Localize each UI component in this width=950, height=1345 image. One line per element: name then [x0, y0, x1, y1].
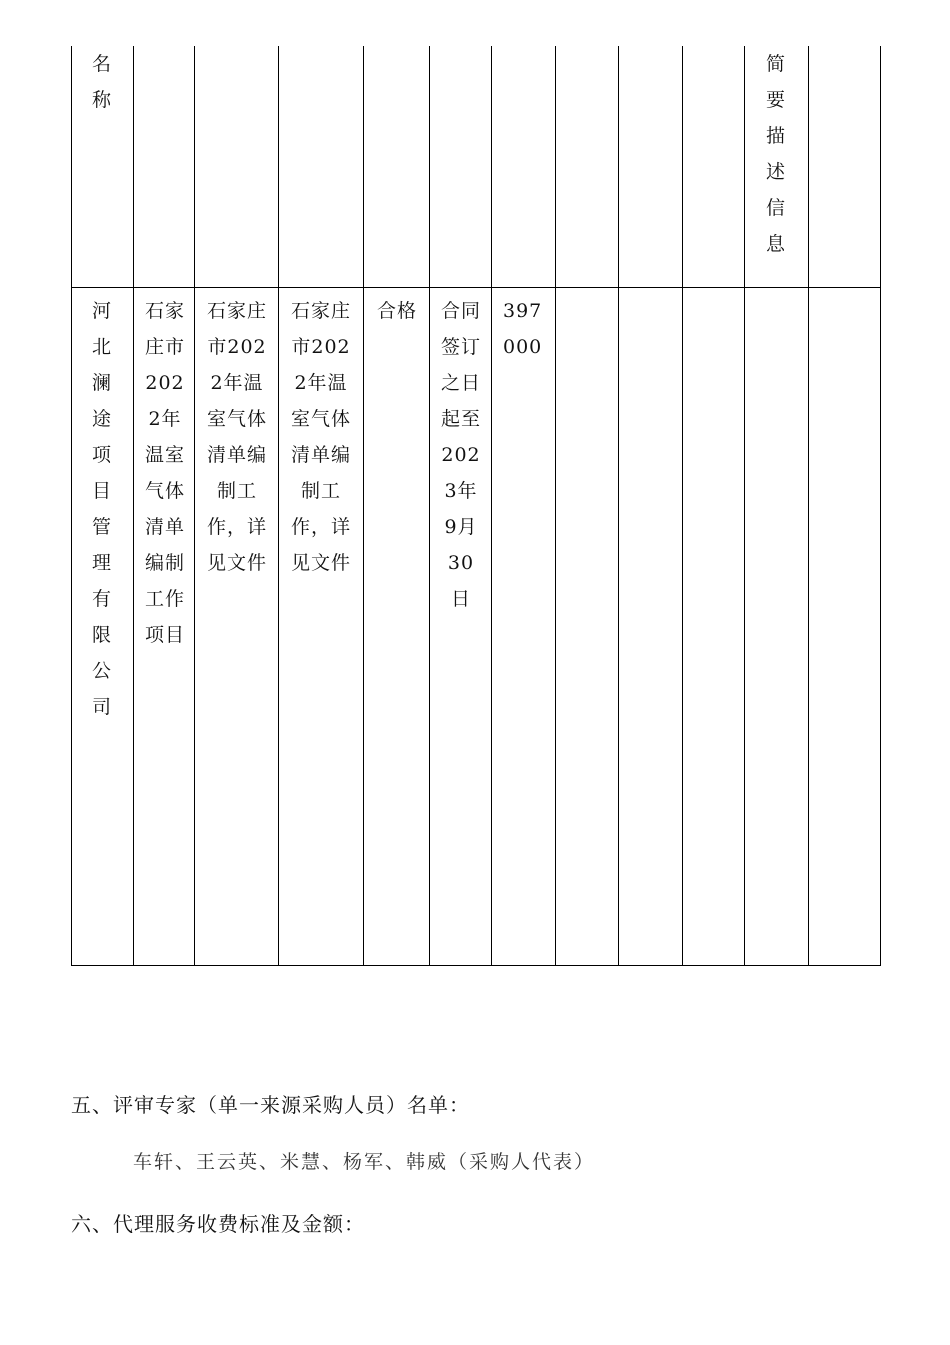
table-col-divider [491, 46, 492, 965]
table-border-left [71, 46, 72, 965]
cell-supplier: 河北澜途项目管理有限公司 [91, 300, 112, 718]
cell-project: 石家庄市2022年温室气体清单编制工作项目 [145, 300, 186, 646]
table-col-divider [133, 46, 134, 965]
section5-title: 五、评审专家（单一来源采购人员）名单： [71, 1093, 470, 1117]
table-row-divider [71, 287, 881, 288]
table-col-divider [555, 46, 556, 965]
table-col-divider [194, 46, 195, 965]
cell-period: 合同签订之日起至2023年9月30日 [441, 300, 482, 610]
expert-list: 车轩、王云英、米慧、杨军、韩威（采购人代表） [133, 1151, 596, 1173]
table-col-divider [682, 46, 683, 965]
header-desc-tail: 简要描述信息 [765, 53, 786, 255]
section6-title: 六、代理服务收费标准及金额： [71, 1212, 365, 1236]
header-col1-tail: 名称 [91, 53, 112, 111]
table-col-divider [744, 46, 745, 965]
table-col-divider [429, 46, 430, 965]
cell-quality: 合格 [376, 300, 417, 322]
table-col-divider [363, 46, 364, 965]
table-col-divider [278, 46, 279, 965]
table-col-divider [808, 46, 809, 965]
cell-amount: 397000 [503, 300, 543, 358]
table-col-divider [618, 46, 619, 965]
cell-requirement: 石家庄市2022年温室气体清单编制工作，详见文件 [290, 300, 351, 574]
table-border-right [880, 46, 881, 965]
cell-scope: 石家庄市2022年温室气体清单编制工作，详见文件 [206, 300, 267, 574]
table-border-bottom [71, 965, 881, 966]
